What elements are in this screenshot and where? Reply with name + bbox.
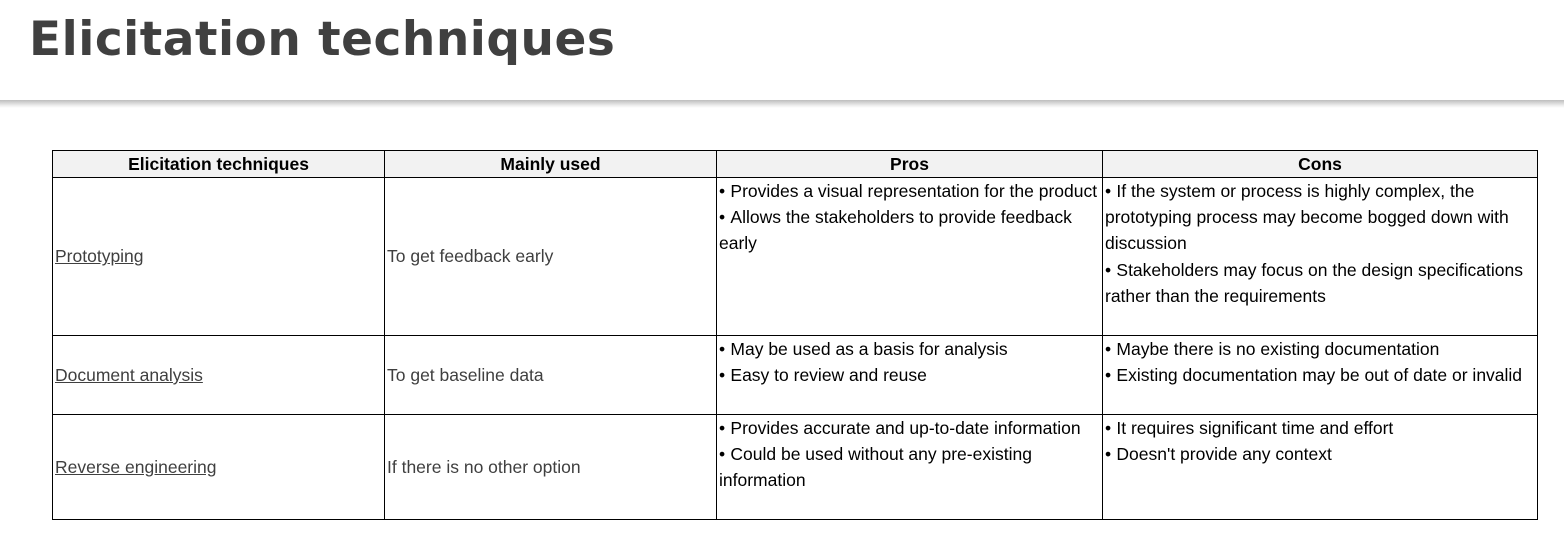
technique-link-reverse-engineering[interactable]: Reverse engineering <box>55 456 217 477</box>
pros-cell <box>717 415 1103 520</box>
cons-text: Maybe there is no existing documentation <box>1116 339 1440 359</box>
page-title: Elicitation techniques <box>29 12 616 67</box>
header-divider <box>0 100 1564 108</box>
list-item <box>1105 362 1535 388</box>
mainly-used-cell: To get baseline data <box>385 336 717 415</box>
list-item <box>1105 415 1535 441</box>
technique-link-prototyping[interactable]: Prototyping <box>55 246 144 267</box>
bullet-icon: • <box>1105 259 1112 280</box>
pros-cell <box>717 178 1103 336</box>
pros-list <box>719 178 1100 257</box>
bullet-icon: • <box>719 444 726 465</box>
cons-text: Doesn't provide any context <box>1116 444 1332 465</box>
technique-cell <box>53 415 385 520</box>
pros-text: Allows the stakeholders to provide feedback early <box>719 207 1072 254</box>
list-item <box>719 441 1100 493</box>
table-row <box>53 178 1538 336</box>
pros-list <box>719 415 1100 494</box>
bullet-icon: • <box>1105 365 1112 386</box>
cons-cell <box>1103 336 1538 415</box>
column-header-pros: Pros <box>717 151 1103 178</box>
cons-text: If the system or process is highly complex, the prototyping process may become bogged down with discussion <box>1105 181 1509 254</box>
list-item <box>1105 178 1535 257</box>
pros-text: Provides a visual representation for the product <box>730 181 1098 201</box>
bullet-icon: • <box>719 418 726 438</box>
elicitation-table <box>52 150 1538 520</box>
mainly-used-cell: If there is no other option <box>385 415 717 520</box>
bullet-icon: • <box>1105 418 1112 438</box>
bullet-icon: • <box>719 365 726 386</box>
list-item <box>719 178 1100 204</box>
list-item <box>719 204 1100 256</box>
list-item <box>1105 441 1535 467</box>
slide-header <box>0 0 1564 100</box>
column-header-mainly-used: Mainly used <box>385 151 717 178</box>
cons-list <box>1105 415 1535 467</box>
technique-cell <box>53 178 385 336</box>
table-row <box>53 415 1538 520</box>
bullet-icon: • <box>719 181 726 201</box>
cons-cell <box>1103 178 1538 336</box>
cons-list <box>1105 178 1535 309</box>
pros-cell <box>717 336 1103 415</box>
list-item <box>719 362 1100 388</box>
bullet-icon: • <box>1105 181 1112 201</box>
pros-text: May be used as a basis for analysis <box>730 339 1008 359</box>
cons-list <box>1105 336 1535 388</box>
pros-text: Provides accurate and up-to-date information <box>730 418 1081 438</box>
pros-text: Could be used without any pre-existing information <box>719 444 1032 491</box>
technique-cell <box>53 336 385 415</box>
cons-text: It requires significant time and effort <box>1116 418 1394 438</box>
bullet-icon: • <box>719 207 726 228</box>
bullet-icon: • <box>719 339 726 359</box>
technique-link-document-analysis[interactable]: Document analysis <box>55 364 203 385</box>
pros-list <box>719 336 1100 388</box>
list-item <box>1105 336 1535 362</box>
table-header-row <box>53 151 1538 178</box>
column-header-technique: Elicitation techniques <box>53 151 385 178</box>
column-header-cons: Cons <box>1103 151 1538 178</box>
cons-text: Existing documentation may be out of date or invalid <box>1116 365 1523 386</box>
pros-text: Easy to review and reuse <box>730 365 927 386</box>
list-item <box>719 415 1100 441</box>
cons-text: Stakeholders may focus on the design specifications rather than the requirements <box>1105 259 1524 306</box>
list-item <box>719 336 1100 362</box>
list-item <box>1105 257 1535 309</box>
bullet-icon: • <box>1105 339 1112 359</box>
cons-cell <box>1103 415 1538 520</box>
mainly-used-cell: To get feedback early <box>385 178 717 336</box>
table-row <box>53 336 1538 415</box>
bullet-icon: • <box>1105 444 1112 465</box>
